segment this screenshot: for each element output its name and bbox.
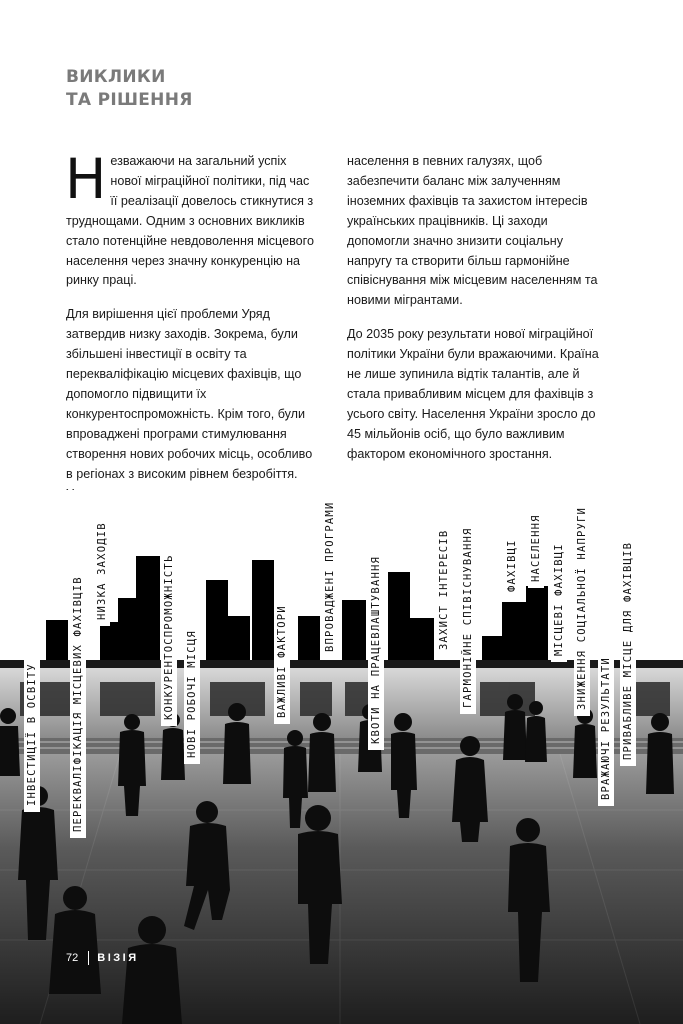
label-tension: ЗНИЖЕННЯ СОЦІАЛЬНОЇ НАПРУГИ [574,490,590,716]
right-text-column [347,152,599,479]
label-specialists: ФАХІВЦІ [504,532,520,598]
label-local-specialists: МІСЦЕВІ ФАХІВЦІ [551,530,567,662]
drop-cap: Н [65,147,107,211]
station-photo [0,490,683,1024]
label-results: ВРАЖАЮЧІ РЕЗУЛЬТАТИ [598,624,614,806]
paragraph-4: До 2035 року результати нової міграційної політики України були вражаючими. Країна не лише зупинила відтік талантів, але й стала привабливим місцем для фахівців з усього світу. Населення України зросло до 45 мільйонів осіб, що було важливим фактором економічного зростання. [347,327,599,461]
paragraph-2: Для вирішення цієї проблеми Уряд затвердив низку заходів. Зокрема, були збільшені інвестиції в освіту та перекваліфікацію місцевих фахівців, що допомогло підвищити їх конкурентоспроможність. Крім того, були впроваджені програми стимулювання створення нових робочих місць, особливо в регіонах з високим рівнем безробіття. [66,307,313,481]
heading-line-1: ВИКЛИКИ [66,67,166,87]
paragraph-3: населення в певних галузях, щоб забезпечити баланс між залученням іноземних фахівців та захистом інтересів українських працівників. Ці заходи допомогли значно знизити соціальну напругу та створити більш гармонійне співіснування між місцевим населенням та новими мігрантами. [347,154,598,308]
magazine-brand: ВІЗІЯ [97,951,139,964]
label-population: НАСЕЛЕННЯ [528,502,544,588]
page-footer [66,951,139,965]
paragraph-1-text: езважаючи на загальний успіх нової міграційної політики, під час її реалізації довелось стикнутися з труднощами. Одним з основних викликів стало потенційне невдоволення місцевого населення через значну конкуренцію на ринку праці. [66,154,314,288]
label-interests: ЗАХИСТ ІНТЕРЕСІВ [436,510,452,656]
footer-divider [88,951,89,965]
label-important-factors: ВАЖЛИВІ ФАКТОРИ [274,584,290,724]
label-investments: ІНВЕСТИЦІЇ В ОСВІТУ [24,638,40,812]
label-attractive-place: ПРИВАБЛИВЕ МІСЦЕ ДЛЯ ФАХІВЦІВ [620,520,636,766]
label-competitiveness: КОНКУРЕНТОСПРОМОЖНІСТЬ [161,504,177,726]
label-programs: ВПРОВАДЖЕНІ ПРОГРАМИ [322,494,338,658]
page-number: 72 [66,951,79,964]
label-requalification: ПЕРЕКВАЛІФІКАЦІЯ МІСЦЕВИХ ФАХІВЦІВ [70,500,86,838]
label-quotas: КВОТИ НА ПРАЦЕВЛАШТУВАННЯ [368,540,384,750]
section-heading [66,66,193,112]
paragraph-1 [65,147,318,291]
left-text-column [65,147,318,538]
heading-line-2: ТА РІШЕННЯ [66,90,193,110]
label-coexistence: ГАРМОНІЙНЕ СПІВІСНУВАННЯ [460,512,476,714]
label-new-jobs: НОВІ РОБОЧІ МІСЦЯ [184,618,200,764]
label-measures: НИЗКА ЗАХОДІВ [94,504,110,626]
